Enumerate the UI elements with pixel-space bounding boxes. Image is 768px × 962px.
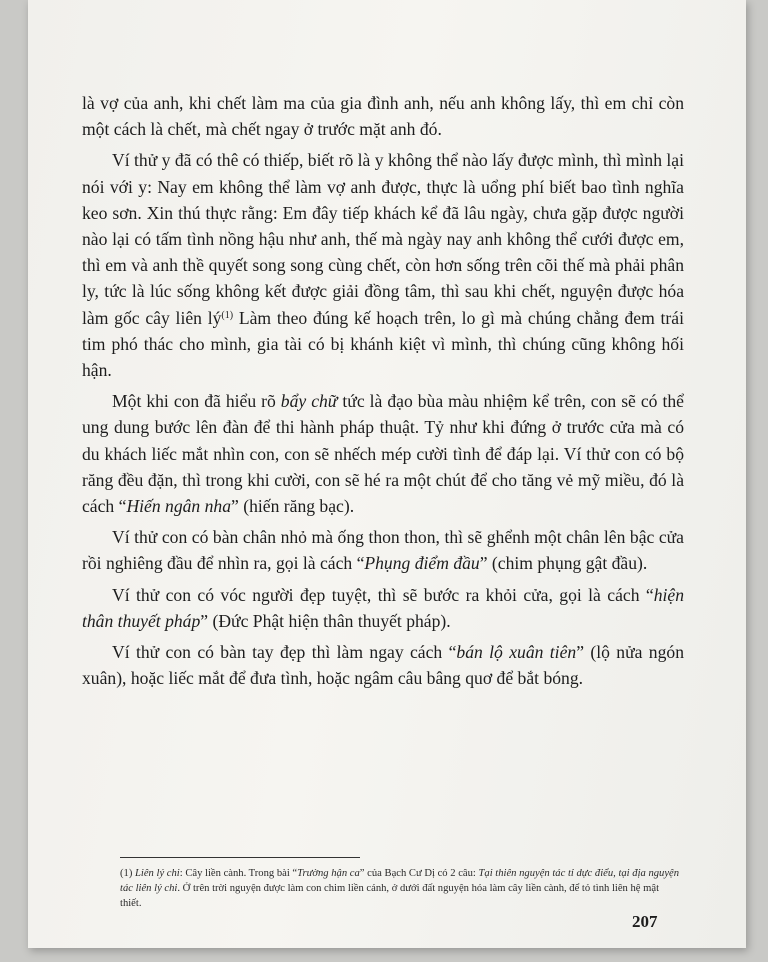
text-run: ” (Đức Phật hiện thân thuyết pháp). bbox=[200, 610, 451, 631]
text-run: Ví thử con có bàn chân nhỏ mà ống thon thon, thì sẽ ghểnh một chân lên bậc cửa rồi nghiêng đầu để nhìn ra, gọi là cách “ bbox=[82, 527, 684, 574]
paragraph bbox=[82, 388, 684, 519]
paragraph bbox=[82, 90, 684, 142]
italic-term: bẩy chữ bbox=[280, 391, 338, 412]
book-page bbox=[28, 0, 746, 948]
text-run: ” (lộ nửa ngón xuân), hoặc liếc mắt để đưa tình, hoặc ngâm câu bâng quơ để bắt bóng. bbox=[82, 642, 684, 689]
text-run: Một khi con đã hiểu rõ bbox=[112, 391, 281, 412]
italic-term: bán lộ xuân tiên bbox=[456, 642, 577, 663]
paragraph bbox=[82, 639, 684, 691]
page-number: 207 bbox=[632, 912, 658, 931]
text-run: (1) bbox=[120, 868, 136, 879]
italic-term: Tại thiên nguyện tác tỉ dực điểu, tại địa nguyện tác liên lý chi bbox=[120, 868, 680, 894]
italic-term: Hiến ngân nha bbox=[126, 496, 232, 517]
body-text bbox=[82, 90, 684, 691]
footnote-reference: (1) bbox=[221, 309, 234, 321]
text-run: Làm theo đúng kế hoạch trên, lo gì mà chúng chẳng đem trái tim phó thác cho mình, gia tài có bị khánh kiệt vì mình, thì chúng cũng không hối hận. bbox=[82, 307, 684, 381]
paragraph bbox=[82, 582, 684, 634]
italic-term: Liên lý chi bbox=[135, 868, 180, 879]
footnote bbox=[120, 866, 680, 911]
text-run: . Ở trên trời nguyện được làm con chim liền cánh, ở dưới đất nguyện hóa làm cây liền cành, để tỏ tình liên hệ mật thiết. bbox=[120, 883, 660, 909]
text-run: là vợ của anh, khi chết làm ma của gia đình anh, nếu anh không lấy, thì em chỉ còn một cách là chết, mà chết ngay ở trước mặt anh đó. bbox=[82, 93, 684, 140]
text-run: ” của Bạch Cư Dị có 2 câu: bbox=[359, 868, 479, 879]
italic-term: Trường hận ca bbox=[297, 868, 360, 879]
text-run: ” (chim phụng gật đầu). bbox=[479, 553, 648, 574]
text-run: : Cây liền cành. Trong bài “ bbox=[179, 868, 298, 879]
text-run: Ví thử con có bàn tay đẹp thì làm ngay cách “ bbox=[112, 642, 457, 663]
paragraph bbox=[82, 524, 684, 576]
text-run: ” (hiến răng bạc). bbox=[231, 496, 355, 517]
italic-term: Phụng điểm đầu bbox=[364, 553, 480, 574]
footnote-divider bbox=[120, 857, 360, 858]
text-run: tức là đạo bùa màu nhiệm kể trên, con sẽ có thể ung dung bước lên đàn để thi hành pháp thuật. Tỷ như khi đứng ở trước cửa mà có du khách liếc mắt nhìn con, con sẽ nhếch mép cười tình để đáp lại. Ví thử con có bộ răng đều đặn, thì trong khi cười, con sẽ hé ra một chút để cho tăng vẻ mỹ miều, đó là cách “ bbox=[82, 391, 684, 517]
italic-term: hiện thân thuyết pháp bbox=[82, 584, 684, 631]
text-run: Ví thử con có vóc người đẹp tuyệt, thì sẽ bước ra khỏi cửa, gọi là cách “ bbox=[112, 584, 654, 605]
paragraph bbox=[82, 147, 684, 383]
text-run: Ví thử y đã có thê có thiếp, biết rõ là y không thể nào lấy được mình, thì mình lại nói với y: Nay em không thể làm vợ anh được, thực là uổng phí biết bao tình nghĩa keo sơn. Xin thú thực rằng: Em đây tiếp khách kể đã lâu ngày, chưa gặp được người nào lại có tấm tình nồng hậu như anh, thế mà ngày nay anh không thể cưới được em, thì em và anh thề quyết song song cùng chết, còn hơn sống trên cõi thế mà phải phân ly, tức là lúc sống không kết được giải đồng tâm, thì sau khi chết, nguyện được hóa làm gốc cây liên lý bbox=[82, 150, 684, 328]
